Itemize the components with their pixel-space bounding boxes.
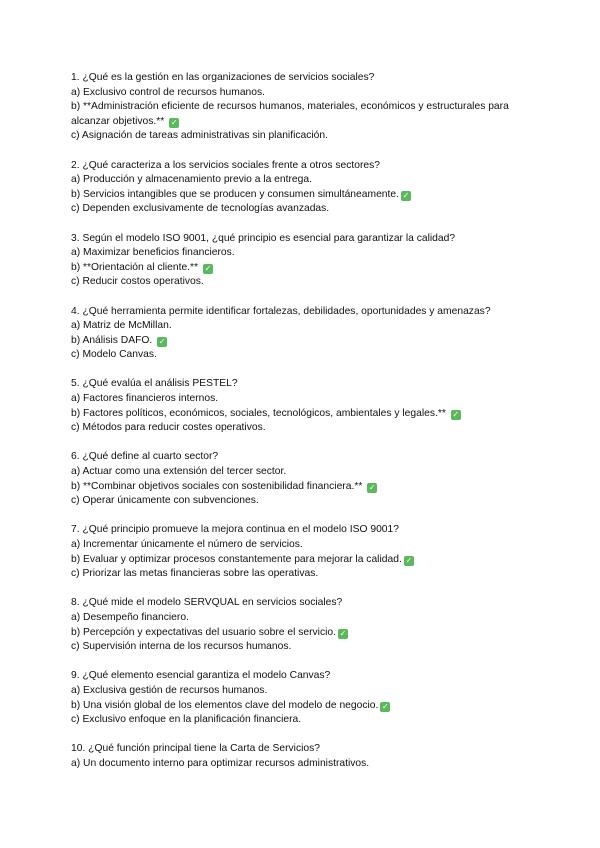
option-c: c) Priorizar las metas financieras sobre las operativas. [71, 568, 319, 580]
option-c: c) Supervisión interna de los recursos humanos. [71, 641, 292, 653]
question-5 [71, 377, 541, 435]
option-a: a) Producción y almacenamiento previo a la entrega. [71, 174, 312, 186]
check-mark-icon: ✓ [158, 336, 166, 346]
check-mark-icon: ✓ [382, 701, 389, 711]
option-c: c) Exclusivo enfoque en la planificación financiera. [71, 714, 302, 726]
option-b [71, 188, 541, 203]
option-c: c) Métodos para reducir costes operativos. [71, 422, 266, 434]
check-mark-icon: ✓ [170, 117, 178, 127]
option-b-text: b) Percepción y expectativas del usuario sobre el servicio. [71, 626, 336, 638]
option-b-text: b) Factores políticos, económicos, sociales, tecnológicos, ambientales y legales.** [71, 407, 446, 419]
option-b [71, 699, 541, 714]
option-a: a) Desempeño financiero. [71, 611, 189, 623]
option-c: c) Reducir costos operativos. [71, 276, 204, 288]
question-text: 2. ¿Qué caracteriza a los servicios sociales frente a otros sectores? [71, 159, 381, 171]
option-b [71, 553, 541, 568]
question-8 [71, 596, 541, 654]
option-a: a) Matriz de McMillan. [71, 320, 172, 332]
question-9 [71, 669, 541, 727]
option-c: c) Dependen exclusivamente de tecnologías avanzadas. [71, 203, 330, 215]
option-b-text: b) Evaluar y optimizar procesos constantemente para mejorar la calidad. [71, 553, 402, 565]
option-c: c) Operar únicamente con subvenciones. [71, 495, 259, 507]
option-b-text: b) Una visión global de los elementos clave del modelo de negocio. [71, 699, 379, 711]
option-b [71, 334, 541, 349]
question-text: 8. ¿Qué mide el modelo SERVQUAL en servicios sociales? [71, 597, 343, 609]
question-text: 9. ¿Qué elemento esencial garantiza el modelo Canvas? [71, 670, 331, 682]
option-a: a) Un documento interno para optimizar recursos administrativos. [71, 757, 370, 769]
question-text: 5. ¿Qué evalúa el análisis PESTEL? [71, 378, 238, 390]
option-a: a) Exclusivo control de recursos humanos. [71, 86, 266, 98]
question-1 [71, 71, 541, 144]
quiz-document [71, 71, 541, 786]
question-text: 10. ¿Qué función principal tiene la Carta de Servicios? [71, 743, 320, 755]
check-mark-icon: ✓ [368, 482, 376, 492]
option-a: a) Exclusiva gestión de recursos humanos. [71, 684, 268, 696]
question-6 [71, 450, 541, 508]
check-mark-icon: ✓ [204, 263, 212, 273]
option-a: a) Maximizar beneficios financieros. [71, 247, 235, 259]
question-2 [71, 159, 541, 217]
option-b [71, 407, 541, 422]
check-mark-icon: ✓ [405, 555, 413, 565]
option-c: c) Modelo Canvas. [71, 349, 157, 361]
check-mark-icon: ✓ [402, 190, 410, 200]
option-b [71, 480, 541, 495]
option-b [71, 100, 541, 129]
option-b-text: b) Análisis DAFO. [71, 334, 153, 346]
option-b-text: b) **Orientación al cliente.** [71, 261, 199, 273]
option-b-text: b) **Administración eficiente de recursos humanos, materiales, económicos y estructurales para alcanzar objetivos.** [71, 101, 509, 127]
question-4 [71, 305, 541, 363]
question-10 [71, 742, 541, 771]
option-c: c) Asignación de tareas administrativas sin planificación. [71, 130, 328, 142]
option-b-text: b) **Combinar objetivos sociales con sostenibilidad financiera.** [71, 480, 363, 492]
option-b [71, 261, 541, 276]
option-a: a) Factores financieros internos. [71, 393, 219, 405]
check-mark-icon: ✓ [452, 409, 460, 419]
question-text: 6. ¿Qué define al cuarto sector? [71, 451, 219, 463]
option-a: a) Actuar como una extensión del tercer sector. [71, 466, 287, 478]
option-b-text: b) Servicios intangibles que se producen y consumen simultáneamente. [71, 188, 399, 200]
question-3 [71, 232, 541, 290]
option-a: a) Incrementar únicamente el número de servicios. [71, 539, 303, 550]
question-text: 7. ¿Qué principio promueve la mejora continua en el modelo ISO 9001? [71, 524, 399, 536]
question-text: 1. ¿Qué es la gestión en las organizaciones de servicios sociales? [71, 72, 375, 83]
check-mark-icon: ✓ [339, 628, 347, 638]
question-text: 4. ¿Qué herramienta permite identificar fortalezas, debilidades, oportunidades y amenazas? [71, 305, 491, 317]
question-text: 3. Según el modelo ISO 9001, ¿qué principio es esencial para garantizar la calidad? [71, 232, 456, 244]
question-7 [71, 523, 541, 581]
option-b [71, 626, 541, 641]
